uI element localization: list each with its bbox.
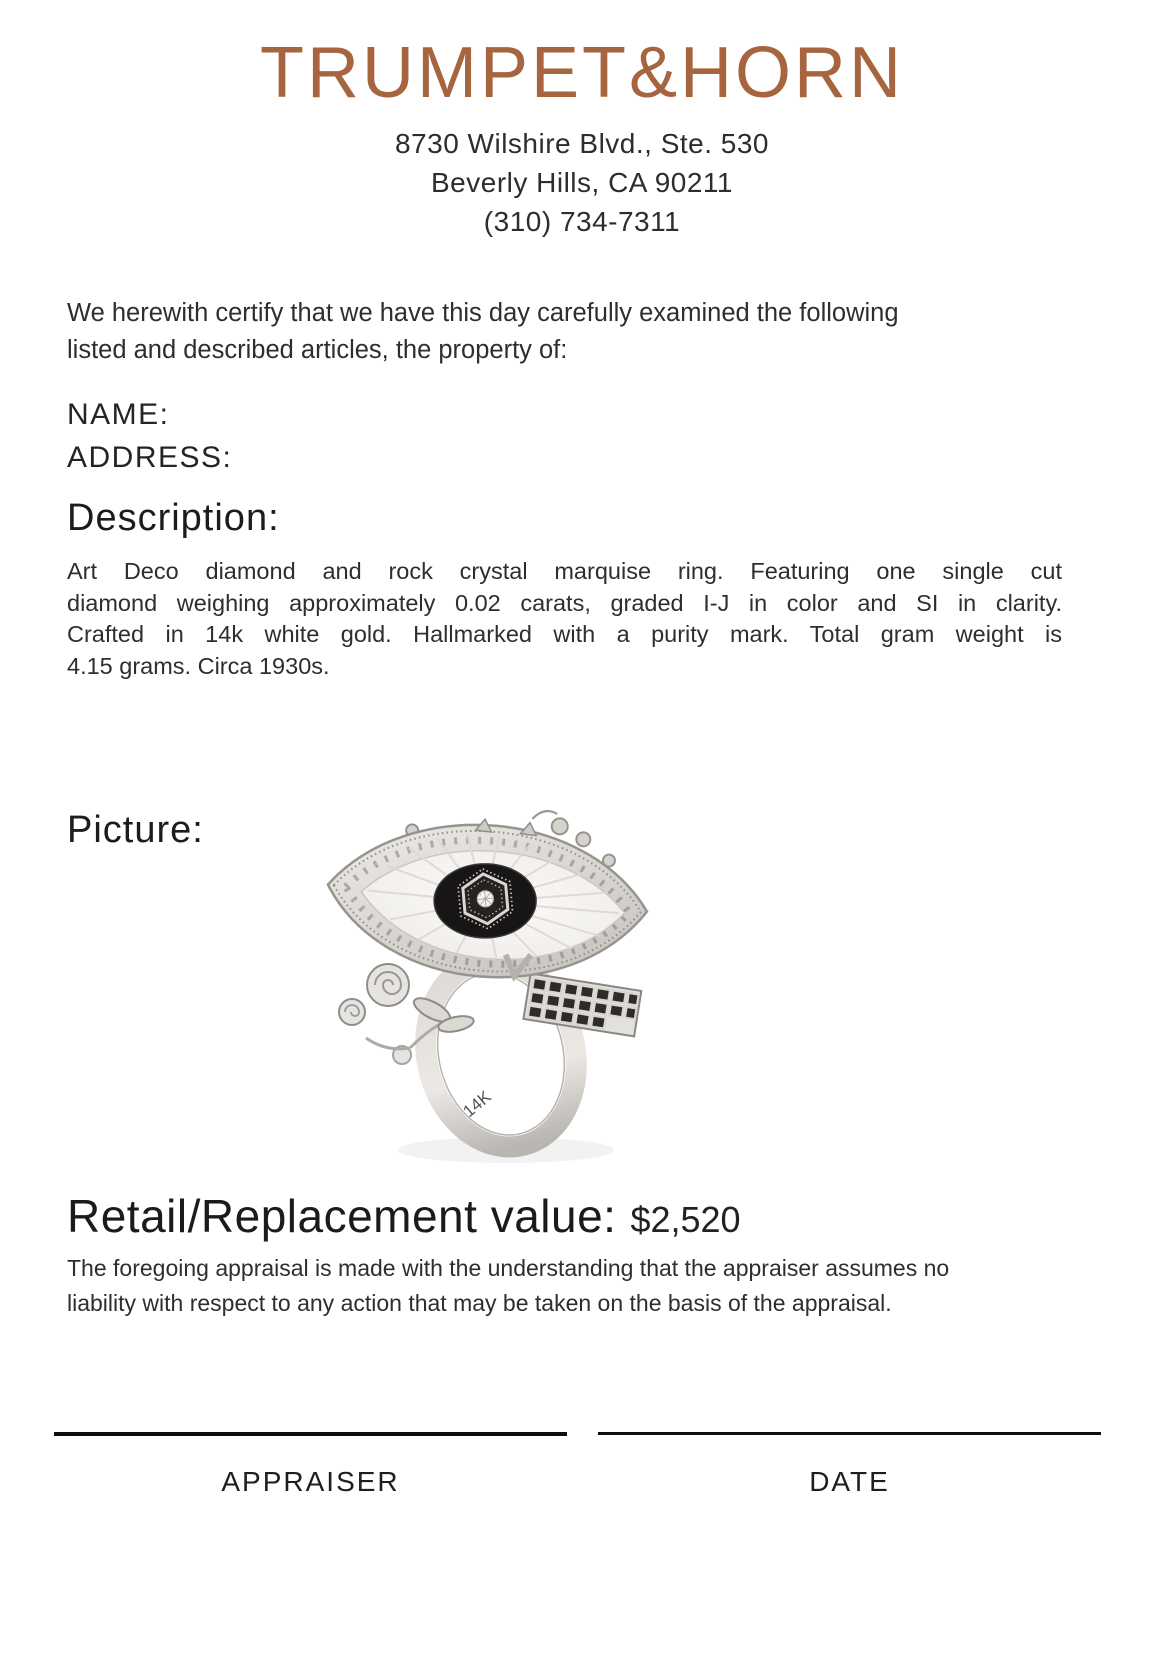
- appraiser-signature-line: [54, 1432, 567, 1436]
- description-line-2: diamond weighing approximately 0.02 carats, graded I-J in color and SI in clarity.: [67, 589, 1062, 616]
- certification-intro-line-2: listed and described articles, the property of:: [67, 336, 568, 364]
- certification-intro: [67, 295, 1077, 369]
- address-label: ADDRESS:: [67, 441, 233, 474]
- valuation-heading: Retail/Replacement value:: [67, 1190, 617, 1242]
- disclaimer-line-1: The foregoing appraisal is made with the understanding that the appraiser assumes no: [67, 1255, 950, 1281]
- phone-number: (310) 734-7311: [483, 206, 681, 237]
- address-line-1: 8730 Wilshire Blvd., Ste. 530: [394, 128, 769, 159]
- valuation-disclaimer: [67, 1251, 1077, 1321]
- description-line-4: 4.15 grams. Circa 1930s.: [67, 652, 330, 679]
- picture-heading: Picture:: [67, 809, 204, 851]
- valuation-line: [67, 1191, 1107, 1241]
- ring-photo-svg: [306, 752, 674, 1166]
- brand-address: [0, 124, 1164, 241]
- owner-fields: [67, 393, 232, 479]
- hallmark-text: 14K: [459, 1087, 495, 1122]
- appraiser-label: APPRAISER: [221, 1466, 400, 1497]
- certification-intro-line-1: We herewith certify that we have this day carefully examined the following: [67, 299, 899, 327]
- lattice-gallery: [523, 973, 641, 1036]
- description-line-3: Crafted in 14k white gold. Hallmarked with a purity mark. Total gram weight is: [67, 621, 1062, 647]
- valuation-amount: $2,520: [630, 1199, 741, 1240]
- date-label: DATE: [809, 1466, 890, 1497]
- description-line-1: Art Deco diamond and rock crystal marquise ring. Featuring one single cut: [67, 558, 1062, 584]
- description-body: [67, 556, 1062, 682]
- address-line-2: Beverly Hills, CA 90211: [431, 167, 733, 198]
- disclaimer-line-2: liability with respect to any action that may be taken on the basis of the appraisal.: [67, 1290, 892, 1316]
- brand-logo: TRUMPET&HORN: [260, 33, 904, 113]
- ring-photo: [306, 752, 674, 1166]
- date-signature-line: [598, 1432, 1101, 1435]
- name-label: NAME:: [67, 398, 170, 431]
- marquise-face: [319, 785, 658, 995]
- description-heading: Description:: [67, 497, 280, 539]
